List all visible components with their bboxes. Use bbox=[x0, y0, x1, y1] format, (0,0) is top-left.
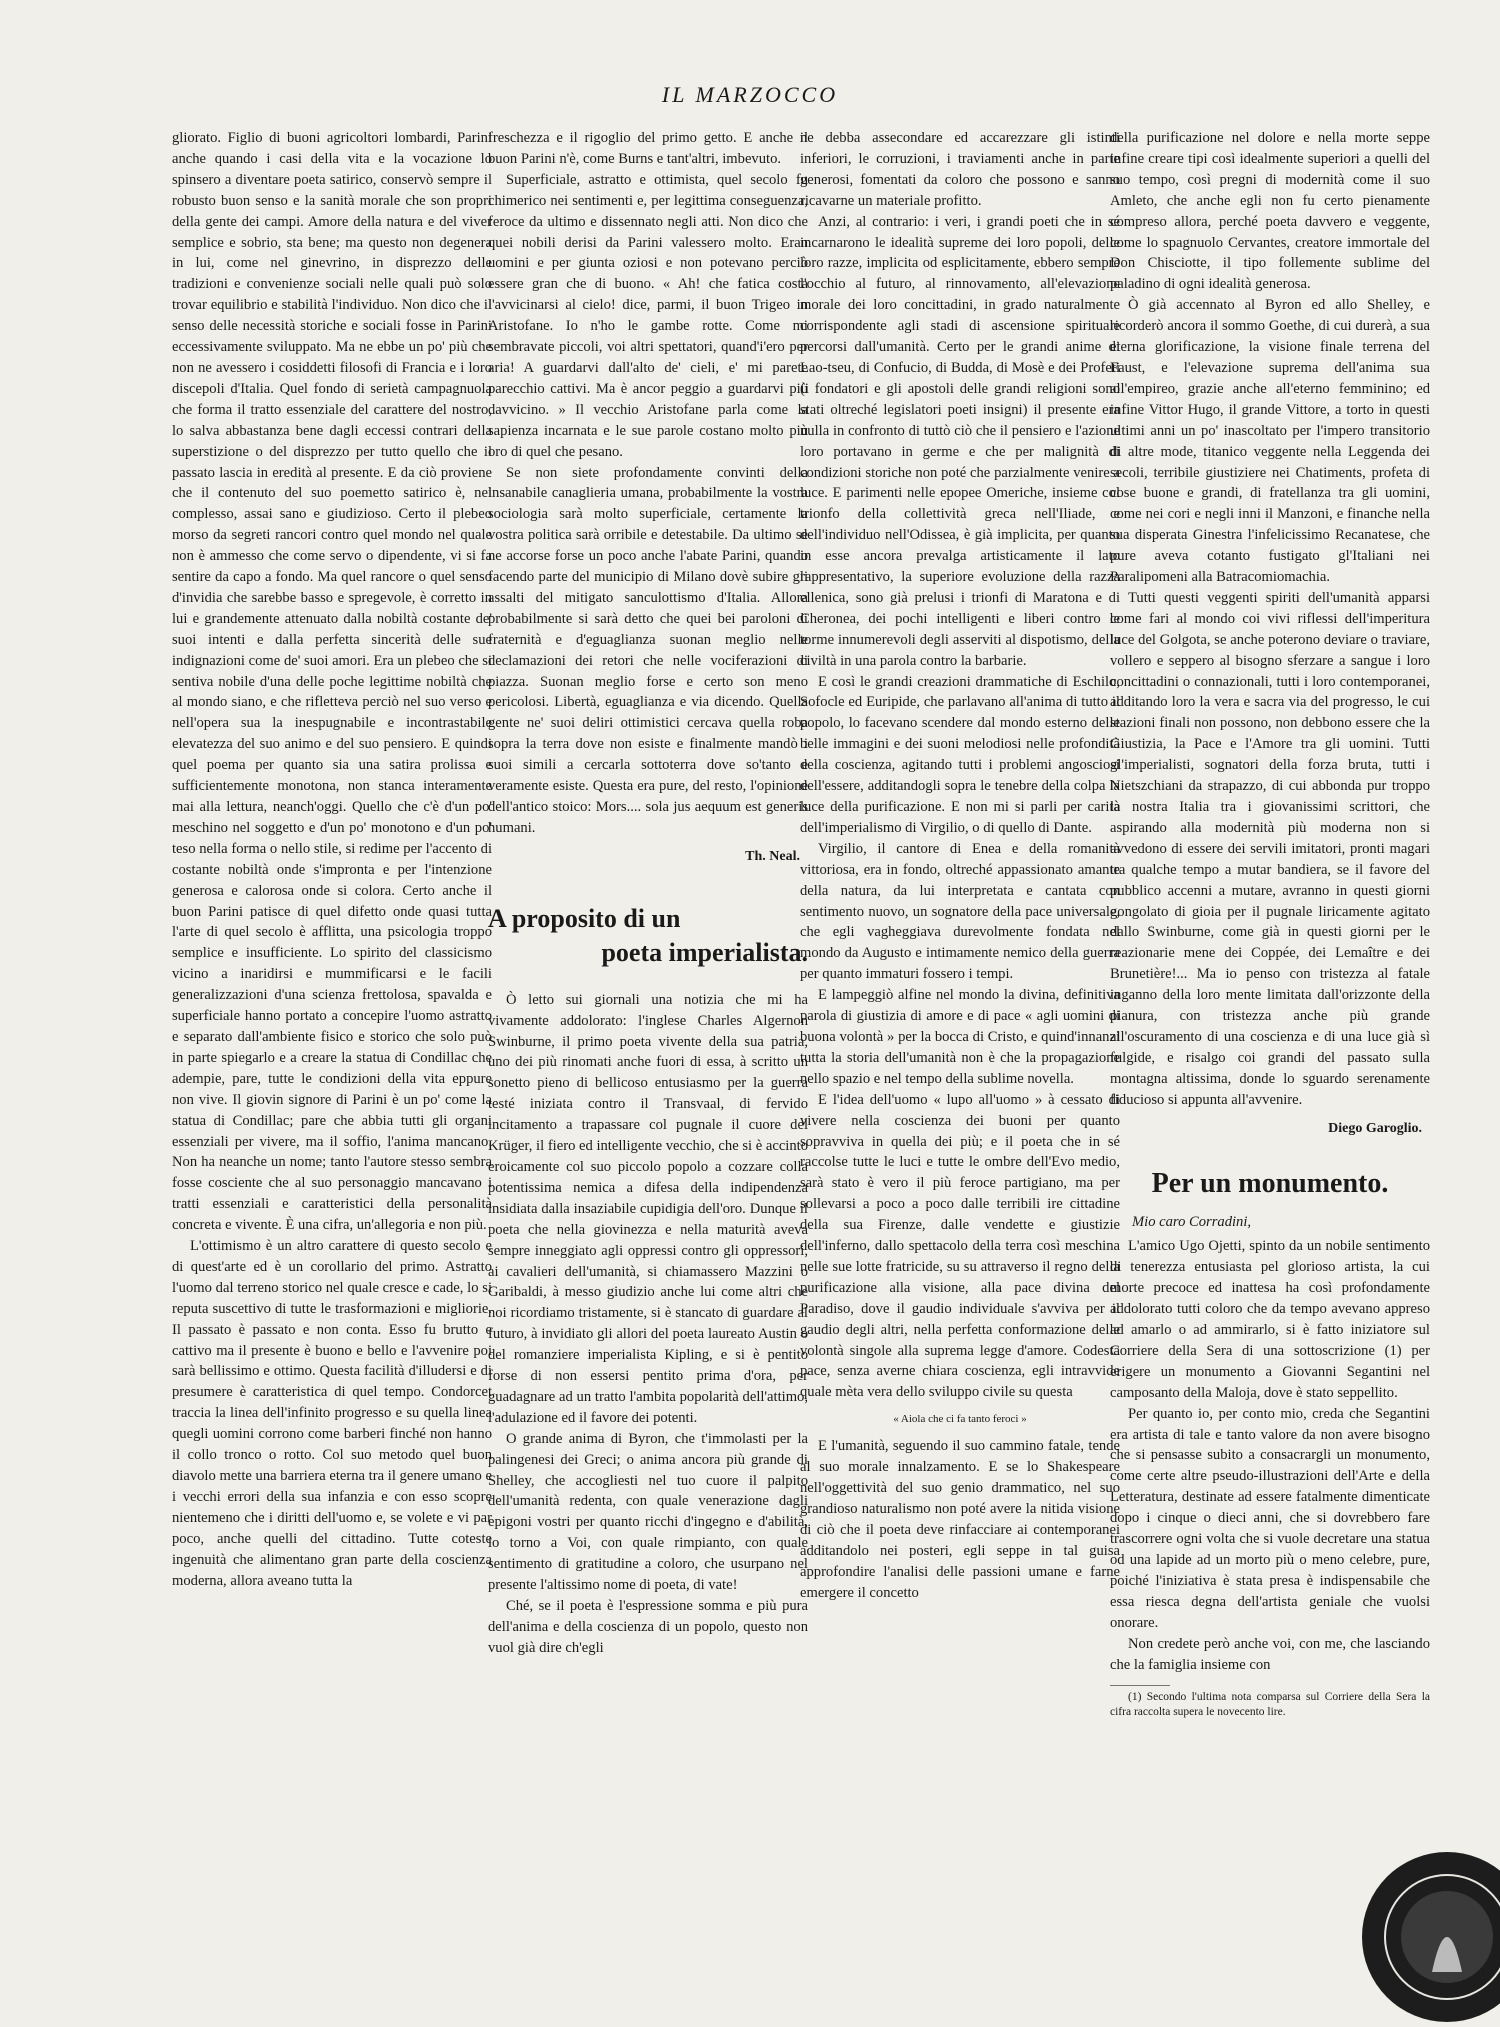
paragraph: ne debba assecondare ed accarezzare gli istinti inferiori, le corruzioni, i traviamenti anche in parte generosi, fomentati da coloro che possono e sanno ricavarne un materiale profitto. bbox=[800, 130, 1120, 209]
letter-salutation: Mio caro Corradini, bbox=[1132, 1213, 1252, 1230]
headline-line-1: A proposito di un bbox=[488, 903, 681, 933]
column-3 bbox=[800, 128, 1120, 1603]
paragraph: O grande anima di Byron, che t'immolasti per la palingenesi dei Greci; o anima ancora più grande di Shelley, che accogliesti nel tuo cuore il palpito dell'umanità redenta, con quale venerazione dagli epigoni vostri per quanto ricchi d'ingegno e d'abilità, io torno a Voi, con quale rimpianto, con quale sentimento di gratitudine a coloro, che usurpano nel presente l'altissimo nome di poeta, di vate! bbox=[488, 1430, 808, 1594]
paragraph: L'amico Ugo Ojetti, spinto da un nobile sentimento di tenerezza entusiasta pel glorioso artista, la cui morte precoce ed inattesa ha così profondamente addolorato tutti coloro che da tempo avevano appreso ad amarlo o ad ammirarlo, si è fatto iniziatore sul Corriere della Sera di una sottoscrizione (1) per erigere un monumento a Giovanni Segantini nel camposanto della Maloja, dove è stato seppellito. bbox=[1110, 1238, 1430, 1401]
paragraph: E l'idea dell'uomo « lupo all'uomo » à cessato di vivere nella coscienza dei buoni per quanto sopravviva in quella dei più; e il poeta che in sé raccolse tutte le luci e tutte le ombre dell'Evo medio, sarà stato è vero il più feroce partigiano, ma per sollevarsi a poco a poco dalle terribili ire cittadine della sua Firenze, dalle vendette e giustizie dell'inferno, dallo spettacolo della terra così meschina nelle sue lotte fratricide, su su attraverso il regno della purificazione alla visione, alla pace divina del Paradiso, dove il gaudio individuale s'avviva per il gaudio degli altri, nella perfetta conformazione delle volontà singole alla suprema legge d'amore. Codesta pace, senza averne chiara coscienza, egli intravvide quale mèta vera dello sviluppo civile su questa bbox=[800, 1091, 1120, 1401]
article-headline-monumento: Per un monumento. bbox=[1151, 1167, 1389, 1199]
headline-line-2: poeta imperialista. bbox=[601, 937, 808, 967]
column-4 bbox=[1110, 128, 1430, 1720]
verse-quote: « Aiola che ci fa tanto feroci » bbox=[893, 1413, 1027, 1426]
paragraph: E così le grandi creazioni drammatiche di Eschilo, Sofocle ed Euripide, che parlavano all'anima di tutto il popolo, lo facevano scendere dal mondo esterno delle belle immagini e dei suoni melodiosi nelle profondità della coscienza, agitando tutti i problemi angosciosi dell'essere, additandogli sopra le tenebre della colpa la luce della purificazione. E non mi si parli per carità dell'imperialismo di Virgilio, o di quello di Dante. bbox=[800, 673, 1120, 836]
paragraph: della purificazione nel dolore e nella morte seppe infine creare tipi così idealmente superiori a quelli del suo tempo, così pregni di modernità come il suo Amleto, che anche egli non fu certo pienamente compreso allora, perché poeta davvero e veggente, come lo spagnuolo Cervantes, creatore immortale del Don Chisciotte, il tipo follemente sublime del paladino di ogni idealità generosa. bbox=[1110, 130, 1430, 293]
paragraph: Ò letto sui giornali una notizia che mi ha vivamente addolorato: l'inglese Charles Algernon Swinburne, il primo poeta vivente della sua patria, uno dei più rinomati anche fuori di essa, à scritto un sonetto pieno di bellicoso entusiasmo per la guerra testé iniziata contro il Transvaal, di fervido incitamento a trapassare col pugnale il cuore del Krüger, il fiero ed intelligente vecchio, che si è accinto eroicamente col suo piccolo popolo a cozzare colla potentissima nemica a difesa della indipendenza insidiata dalla insaziabile cupidigia dell'oro. Dunque il poeta che nella giovinezza e nella maturità aveva sempre inneggiato agli oppressi contro gli oppressori, ai cavalieri dell'umanità, si chiamassero Mazzini o Garibaldi, à messo giudizio anche lui come altri che noi ricordiamo tristamente, si è stancato di guardare al futuro, à invidiato gli allori del poeta laureato Austin o del romanziere imperialista Kipling, e si è pentito forse di non essersi pentito prima d'ora, per guadagnare ad un tratto l'ambita popolarità dell'attimo, l'adulazione ed il favore dei potenti. bbox=[488, 991, 808, 1426]
paragraph: freschezza e il rigoglio del primo getto. E anche il buon Parini n'è, come Burns e tant'altri, imbevuto. bbox=[488, 130, 808, 167]
paragraph: gliorato. Figlio di buoni agricoltori lombardi, Parini anche quando i casi della vita e la vocazione lo spinsero a diventare poeta satirico, conservò sempre il robusto buon senso e la sanità morale che son propri della gente dei campi. Amore della natura e del viver semplice e sobrio, sta bene; ma questo non degenera in lui, come nel ginevrino, in disprezzo delle tradizioni e convenienze sociali nelle quali può solo trovar equilibrio e stabilità l'individuo. Non dico che il senso delle necessità storiche e sociali fosse in Parini eccessivamente sviluppato. Ma ne ebbe un po' più che non ne avessero i cosiddetti filosofi di Francia e i loro discepoli d'Italia. Quel fondo di serietà campagnuola che forma il tratto essenziale del carattere del nostro, lo salva abbastanza bene dagli eccessi contrari della superstizione o del disprezzo per tutto quello che il passato lascia in eredità al presente. E da ciò proviene che il contenuto del suo poemetto satirico è, nel complesso, assai sano e giudizioso. Certo il plebeo morso da segreti rancori contro quel mondo nel quale non è ammesso che come servo o dipendente, vi si fa sentire da capo a fondo. Ma quel rancore o quel senso d'invidia che sarebbe basso e spregevole, è corretto in lui e grandemente attenuato dalla nobiltà costante de' suoi intenti e dalla perfetta sincerità delle sue indignazioni come de' suoi amori. Era un plebeo che si sentiva nobile d'una delle poche legittime nobiltà che al mondo siano, e che rifletteva perciò nel suo verso e nell'opera sua la inespugnabile e incontrastabile elevatezza del suo animo e del suo pensiero. E quindi quel poema per quanto sia una satira prolissa e sufficientemente monotona, non stanca interamente mai alla lettura, neanch'oggi. Quello che c'è d'un po' meschino nel soggetto e d'un po' monotono e d'un po' teso nella forma o nello stile, si redime per l'accento di costante nobiltà onde s'impronta e per l'intenzione generosa e calorosa onde si colora. Certo anche il buon Parini patisce di quel difetto onde quasi tutta l'arte di quel secolo è afflitta, una psicologia troppo semplice e insufficiente. Lo spirito del classicismo vicino a inaridirsi e mummificarsi e le facili generalizzazioni d'una scienza frettolosa, spavalda e superficiale hanno portato a concepire l'uomo astratto e separato dall'ambiente fisico e storico che solo può in parte spiegarlo e a creare la statua di Condillac che adempie, pare, tutte le condizioni della vita eppure non vive. Il giovin signore di Parini è un po' come la statua di Condillac; pare che abbia tutti gli organi essenziali per vivere, ma il soffio, l'anima mancano. Non ha neanche un nome; tanto l'autore stesso sembra fosse cosciente che al suo personaggio mancavano i tratti essenziali e caratteristici della personalità concreta e vivente. È una cifra, un'allegoria e non più. bbox=[172, 130, 492, 1234]
footnote-divider bbox=[1110, 1685, 1170, 1686]
column-1 bbox=[172, 128, 492, 1591]
footnote: (1) Secondo l'ultima nota comparsa sul Corriere della Sera la cifra raccolta supera le novecento lire. bbox=[1110, 1691, 1430, 1719]
page-header: IL MARZOCCO bbox=[661, 82, 839, 107]
paragraph: Per quanto io, per conto mio, creda che Segantini era artista di tale e tanto valore da non avere bisogno che si pensasse subito a consacrargli un monumento, come certe altre pseudo-illustrazioni dell'Arte e della Letteratura, destinate ad essere fatalmente dimenticate dopo i cinque o dieci anni, che si dovrebbero fare trascorrere ogni volta che si vuole decretare una statua od una lapide ad un morto più o meno celebre, pure, poiché l'iniziativa è stata presa è indispensabile che essa riesca degna dell'artista geniale che vuolsi onorare. bbox=[1110, 1405, 1430, 1631]
signature-th-neal: Th. Neal. bbox=[745, 848, 800, 864]
paragraph: E lampeggiò alfine nel mondo la divina, definitiva parola di giustizia di amore e di pace « agli uomini di buona volontà » per la bocca di Cristo, e quind'innanzi tutta la storia dell'umanità non è che la propagazione nello spazio e nel tempo della sublime novella. bbox=[800, 987, 1120, 1087]
paragraph: Ò già accennato al Byron ed allo Shelley, e ricorderò ancora il sommo Goethe, di cui durerà, a sua eterna glorificazione, la visione finale terrena del Faust, e l'elevazione suprema dell'anima sua all'empireo, grazie anche all'eterno femminino; ed infine Vittor Hugo, il grande Vittore, a torto in questi ultimi anni un po' inascoltato per l'impero transitorio di altre mode, titanico veggente nella Leggenda dei secoli, terribile giustiziere nei Chatiments, profeta di cose buone e grandi, di fratellanza tra gli uomini, come nei cori e negli inni il Manzoni, e finanche nella sua disperata Ginestra l'infelicissimo Recanatese, che pure aveva cotanto fustigato gl'Italiani nei Paralipomeni alla Batracomiomachia. bbox=[1110, 297, 1430, 586]
paragraph: Superficiale, astratto e ottimista, quel secolo fu chimerico nei sentimenti e, per legittima conseguenza, feroce da ultimo e dissennato negli atti. Non dico che quei nobili derisi da Parini valessero molto. Eran uomini e per giunta oziosi e non potevano perciò essere gran che di buono. « Ah! che fatica costa l'avvicinarsi al cielo! dice, parmi, il buon Trigeo in Aristofane. Io n'ho le gambe rotte. Come mi sembravate piccoli, voi altri spettatori, quand'i'ero per aria! A guardarvi dall'alto de' cieli, e' mi parete parecchio cattivi. Ma è ancor peggio a guardarvi più davvicino. » Il vecchio Aristofane parla come la sapienza incarnata e le sue parole costano molto più oro di quel che pesano. bbox=[488, 171, 808, 460]
archive-stamp bbox=[1362, 1852, 1500, 2022]
paragraph: Ché, se il poeta è l'espressione somma e più pura dell'anima e della coscienza di un popolo, questo non vuol già dire ch'egli bbox=[488, 1598, 808, 1656]
column-2 bbox=[488, 128, 808, 1659]
paragraph: Se non siete profondamente convinti della insanabile canaglieria umana, probabilmente la vostra sociologia sarà molto superficiale, certamente la vostra politica sarà orribile e detestabile. Da ultimo se ne accorse forse un poco anche l'abate Parini, quando facendo parte del municipio di Milano dovè subire gli assalti del mitigato sanculottismo d'Italia. Allora probabilmente si sarà detto che quei bei paroloni di fraternità e d'eguaglianza suonan meglio nelle declamazioni dei retori che nelle vociferazioni di piazza. Suonan meglio forse e certo son meno pericolosi. Libertà, eguaglianza e via dicendo. Quella gente ne' suoi deliri ottimistici cercava quella roba sopra la terra dove non esiste e finalmente mandò i suoi simili a cercarla sottoterra dove so'tanto e veramente esiste. Questa era pure, del resto, l'opinione dell'antico stoico: Mors.... sola jus aequum est generis humani. bbox=[488, 464, 808, 836]
paragraph: Anzi, al contrario: i veri, i grandi poeti che in sé incarnarono le idealità supreme dei loro popoli, delle loro razze, implicita od esplicitamente, ebbero sempre l'occhio al futuro, al rinnovamento, all'elevazione morale dei loro concittadini, in grado naturalmente corrispondente agli stadi di ascensione spirituale percorsi dall'umanità. Certo per le grandi anime di Lao-tseu, di Confucio, di Budda, di Mosè e dei Profeti (i fondatori e gli apostoli delle grandi religioni sono stati oltreché legislatori poeti insigni) il presente era nulla in confronto di tuttò ciò che il pensiero e l'azione loro portavano in germe e che per malignità di condizioni storiche non poté che parzialmente venire a luce. E parimenti nelle epopee Omeriche, insieme col trionfo della collettività greca nell'Iliade, e dell'individuo nell'Odissea, è già implicita, per quanto in esse ancora prevalga artisticamente il lato rappresentativo, la superiore evoluzione della razza ellenica, sono già prelusi i trionfi di Maratona e di Cheronea, dei pochi intelligenti e liberi contro le torme innumerevoli degli asserviti al dispotismo, della civiltà in una parola contro la barbarie. bbox=[800, 213, 1120, 669]
stamp-seal-icon bbox=[1362, 1852, 1500, 2022]
paragraph: Virgilio, il cantore di Enea e della romanità vittoriosa, era in fondo, oltreché appassionato amante della natura, da lui interpretata e cantata con sentimento nuovo, un sognatore della pace universale, che egli vagheggiava durevolmente fondata nel mondo da Augusto e intimamente nemico della guerra per quanto immaturi fossero i tempi. bbox=[800, 840, 1120, 983]
paragraph: L'ottimismo è un altro carattere di questo secolo e di quest'arte ed è un corollario del primo. Astratto l'uomo dal terreno storico nel quale cresce e cade, lo si reputa suscettivo di tutte le trasformazioni e migliorie. Il passato è passato e non conta. Esso fu brutto e cattivo ma il presente è buono e bello e l'avvenire poi sarà bellissimo e ottimo. Questa facilità d'illudersi e di presumere è caratteristica di quel tempo. Condorcet traccia la linea dell'infinito progresso e su quella linea quegli uomini corrono come barberi finché non hanno il collo tronco o rotto. Col suo metodo quel buon diavolo mette una barriera eterna tra il genere umano e i vecchi errori della sua infanzia e con esso scopre nientemeno che i diritti dell'uomo e, se volete e vi par poco, anche quelli del cittadino. Tutte coteste ingenuità che alimentano gran parte della coscienza moderna, allora aveano tutta la bbox=[172, 1238, 492, 1589]
paragraph: Tutti questi veggenti spiriti dell'umanità apparsi come fari al mondo coi vivi riflessi dell'imperitura luce del Golgota, se anche poterono deviare o traviare, vollero e seppero al bisogno sferzare a sangue i loro concittadini o connazionali, tutti i loro contemporanei, additando loro la vera e sacra via del progresso, le cui stazioni finali non possono, non debbono essere che la Giustizia, la Pace e l'Amore tra gli uomini. Tutti gl'imperialisti, sognatori della forza bruta, tutti i Nietszchiani da strapazzo, di cui abbonda pur troppo la nostra Italia tra i giovanissimi scrittori, che aspirando alla modernità più moderna non si avvedono di essere dei servili imitatori, pronti magari tra qualche tempo a mutar bandiera, se il favore del pubblico accenni a mutare, avranno in questi giorni gongolato di gioia per il pugnale liricamente agitato dallo Swinburne, come già in questi giorni per le reazionarie mene dei Coppée, dei Lemaître e dei Brunetière!... Ma io penso con tristezza al fatale inganno della loro mente limitata dall'orizzonte della pianura, con tristezza anche più grande all'oscuramento di una coscienza e di una luce già sì fulgide, e risalgo coi grandi del passato sulla montagna altissima, donde lo sguardo serenamente fiducioso si appunta all'avvenire. bbox=[1110, 589, 1430, 1108]
paragraph: Non credete però anche voi, con me, che lasciando che la famiglia insieme con bbox=[1110, 1635, 1430, 1673]
paragraph: E l'umanità, seguendo il suo cammino fatale, tende al suo morale innalzamento. E se lo Shakespeare nell'oggettività del suo genio drammatico, nel suo grandioso naturalismo non poté avere la nitida visione di ciò che il poeta deve rinfacciare ai contemporanei additandolo nei posteri, egli seppe in tal guisa approfondire l'analisi delle passioni umane e farne emergere il concetto bbox=[800, 1438, 1120, 1601]
article-headline bbox=[488, 902, 808, 970]
signature-diego-garoglio: Diego Garoglio. bbox=[1328, 1120, 1422, 1136]
